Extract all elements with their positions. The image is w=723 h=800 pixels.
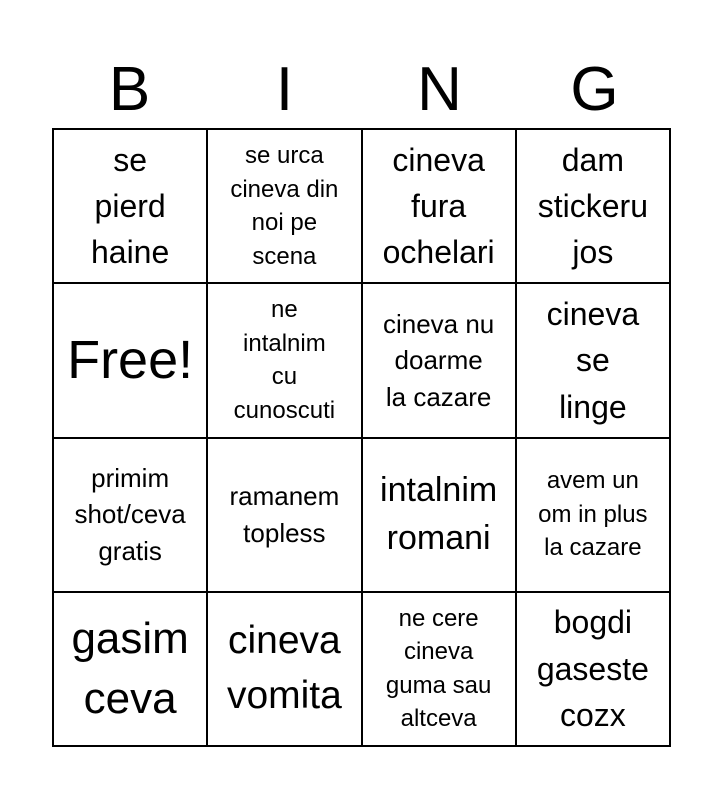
bingo-cell[interactable]: se pierd haine	[53, 129, 207, 283]
header-letter-i: I	[275, 55, 294, 124]
bingo-cell[interactable]: bogdi gaseste cozx	[516, 592, 670, 746]
bingo-cell[interactable]: cineva fura ochelari	[362, 129, 516, 283]
bingo-cell[interactable]: primim shot/ceva gratis	[53, 438, 207, 592]
bingo-cell[interactable]: se urca cineva din noi pe scena	[207, 129, 361, 283]
bingo-cell[interactable]: cineva se linge	[516, 283, 670, 437]
bingo-cell[interactable]: cineva vomita	[207, 592, 361, 746]
bingo-cell[interactable]: gasim ceva	[53, 592, 207, 746]
bingo-grid	[52, 128, 671, 747]
bingo-cell[interactable]: avem un om in plus la cazare	[516, 438, 670, 592]
free-cell[interactable]: Free!	[53, 283, 207, 437]
bingo-cell[interactable]: dam stickeru jos	[516, 129, 670, 283]
bingo-cell[interactable]: ne cere cineva guma sau altceva	[362, 592, 516, 746]
header-letter-n: N	[417, 55, 462, 124]
bingo-cell[interactable]: cineva nu doarme la cazare	[362, 283, 516, 437]
bingo-cell[interactable]: intalnim romani	[362, 438, 516, 592]
header-letter-g: G	[570, 55, 619, 124]
header-letter-b: B	[108, 55, 151, 124]
bingo-cell[interactable]: ne intalnim cu cunoscuti	[207, 283, 361, 437]
bingo-cell[interactable]: ramanem topless	[207, 438, 361, 592]
bingo-header	[52, 54, 672, 126]
